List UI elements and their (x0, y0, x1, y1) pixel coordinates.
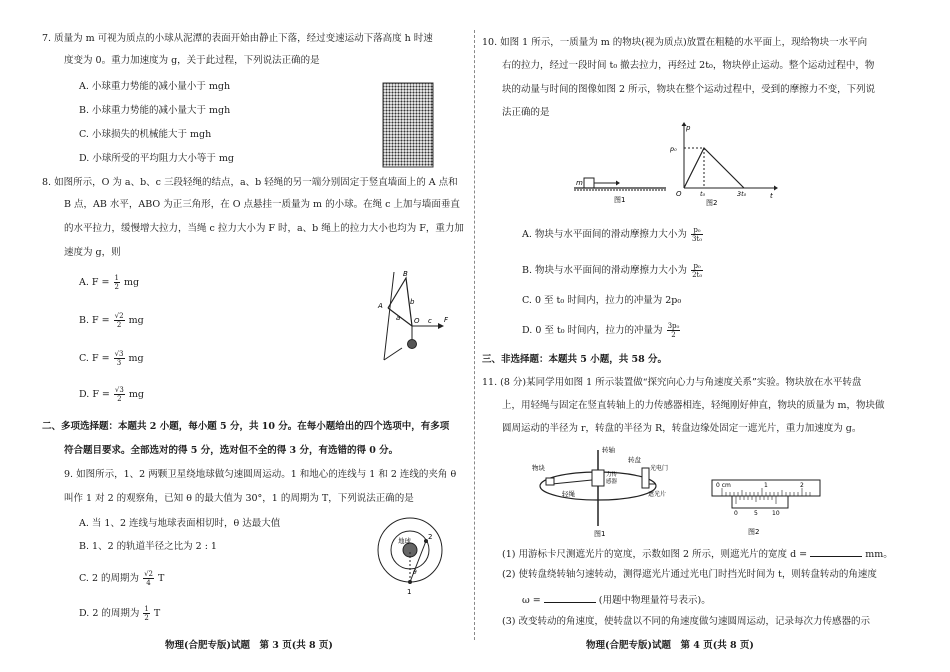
fig2-caption: 图2 (706, 199, 718, 206)
label-3t0: 3t₀ (737, 190, 747, 198)
light-rope (552, 480, 592, 484)
q10-option-c: C. 0 至 t₀ 时间内，拉力的冲量为 2p₀ (522, 295, 682, 306)
q9-option-a: A. 当 1、2 连线与地球表面相切时，θ 达最大值 (79, 518, 281, 529)
pull-arrowhead (616, 181, 620, 186)
label-1: 1 (407, 588, 412, 596)
q8-stem-line2: B 点，AB 水平，ABO 为正三角形，在 O 点悬挂一质量为 m 的小球。在绳 c 上加与墙面垂直 (64, 199, 460, 210)
q7-option-d: D. 小球所受的平均阻力大小等于 mg (79, 153, 234, 164)
page-4 (478, 0, 950, 672)
label-earth: 地球 (398, 537, 411, 545)
page-3 (0, 0, 472, 672)
block (584, 178, 594, 188)
q10-option-a: A. 物块与水平面间的滑动摩擦力大小为 $\frac{\text{p₀}}{\text{3t₀}}$ (522, 226, 703, 243)
q8-rope-figure (372, 268, 452, 370)
q11-part-1: (1) 用游标卡尺测遮光片的宽度，示数如图 2 所示，则遮光片的宽度 d = mm。 (502, 549, 893, 560)
label-rope: 轻绳 (562, 490, 575, 498)
fig2-caption: 图2 (748, 528, 760, 536)
ball (408, 340, 417, 349)
label-B: B (403, 270, 408, 278)
label-shade: 遮光片 (648, 491, 667, 498)
section-2-heading-line2: 符合题目要求。全部选对的得 5 分，选对但不全的得 3 分，有选错的得 0 分。 (64, 445, 399, 456)
q11-part-3: (3) 改变转动的角速度，使转盘以不同的角速度做匀速圆周运动，记录每次力传感器的示 (502, 616, 870, 627)
label-1: 1 (764, 482, 768, 489)
label-theta: θ (413, 569, 417, 576)
q10-stem-line4: 法正确的是 (502, 107, 550, 118)
q10-stem-line1: 10. 如图 1 所示，一质量为 m 的物块(视为质点)放置在粗糙的水平面上，现给物块一水平向 (482, 37, 868, 48)
force-sensor (592, 470, 604, 486)
label-t0: t₀ (700, 190, 706, 198)
q10-option-d: D. 0 至 t₀ 时间内，拉力的冲量为 $\frac{\text{3p₀}}{2}$ (522, 322, 680, 339)
q10-figure-2-graph (670, 122, 780, 206)
q8-option-b: B. F = $\frac{√2}{2}$ mg (79, 312, 144, 329)
q11-figure-1-apparatus (532, 444, 672, 538)
q8-stem-line4: 速度为 g，则 (64, 247, 121, 258)
wall-line (384, 272, 394, 360)
q9-stem-line1: 9. 如图所示，1、2 两颗卫星绕地球做匀速圆周运动。1 和地心的连线与 1 和 2 连线的夹角 θ (64, 469, 457, 480)
q7-stem-line2: 度变为 0。重力加速度为 g，关于此过程，下列说法正确的是 (64, 55, 320, 66)
label-2: 2 (800, 482, 804, 489)
label-a: a (396, 314, 401, 322)
label-axis: 转轴 (602, 446, 615, 454)
satellite-1 (408, 580, 412, 584)
q10-option-b: B. 物块与水平面间的滑动摩擦力大小为 $\frac{\text{p₀}}{\text{2t₀}}$ (522, 262, 703, 279)
label-O: O (414, 317, 420, 325)
label-t: t (770, 192, 773, 200)
label-m: m (576, 179, 583, 187)
label-v10: 10 (772, 510, 780, 517)
label-O: O (676, 190, 682, 198)
label-A: A (378, 302, 383, 310)
label-0cm: 0 cm (716, 482, 731, 489)
label-c: c (428, 317, 432, 325)
answer-blank-omega[interactable] (544, 594, 596, 603)
q10-stem-line2: 右的拉力，经过一段时间 t₀ 撤去拉力，再经过 2t₀，物块停止运动。整个运动过程中，物 (502, 60, 875, 71)
label-b: b (410, 298, 415, 306)
label-block: 物块 (532, 464, 545, 472)
q9-option-b: B. 1、2 的轨道半径之比为 2 : 1 (79, 541, 217, 552)
label-2: 2 (428, 533, 433, 541)
q8-stem-line1: 8. 如图所示，O 为 a、b、c 三段轻绳的结点，a、b 轻绳的另一端分别固定于竖直墙面上的 A 点和 (42, 177, 458, 188)
label-v5: 5 (754, 510, 758, 517)
section-2-heading-line1: 二、多项选择题：本题共 2 小题，每小题 5 分，共 10 分。在每小题给出的四个选项中，有多项 (42, 421, 450, 432)
q8-option-c: C. F = $\frac{√3}{3}$ mg (79, 350, 144, 367)
p-t-line (684, 148, 744, 188)
q7-mud-figure (382, 82, 434, 168)
t-axis-arrow (774, 186, 778, 191)
label-gate: 光电门 (650, 465, 669, 472)
footer-page-4: 物理(合肥专版)试题 第 4 页(共 8 页) (586, 640, 754, 651)
footer-page-3: 物理(合肥专版)试题 第 3 页(共 8 页) (165, 640, 333, 651)
q10-figure-1 (570, 168, 670, 204)
q11-stem-line3: 圆周运动的半径为 r，转盘的半径为 R，转盘边缘处固定一遮光片，重力加速度为 g。 (502, 423, 862, 434)
q9-orbit-figure (376, 516, 448, 598)
section-3-heading: 三、非选择题：本题共 5 小题，共 58 分。 (482, 354, 668, 365)
label-F: F (444, 316, 449, 324)
q10-stem-line3: 块的动量与时间的图像如图 2 所示，物块在整个运动过程中，受到的摩擦力不变，下列说 (502, 84, 876, 95)
q7-option-c: C. 小球损失的机械能大于 mgh (79, 129, 212, 140)
q11-figure-2-vernier (708, 474, 826, 538)
q11-stem-line2: 上，用轻绳与固定在竖直转轴上的力传感器相连，轻绳刚好伸直，物块的质量为 m，物块做 (502, 400, 885, 411)
label-sensor-2: 感器 (606, 479, 618, 485)
q11-part-2-line2: ω = (用题中物理量符号表示)。 (522, 595, 711, 606)
q7-option-a: A. 小球重力势能的减小量小于 mgh (79, 81, 231, 92)
wall-base (384, 348, 402, 360)
answer-blank-d[interactable] (810, 548, 862, 557)
q11-stem-line1: 11. (8 分)某同学用如图 1 所示装置做“探究向心力与角速度关系”实验。物块放在水平转盘 (482, 377, 862, 388)
q7-stem-line1: 7. 质量为 m 可视为质点的小球从泥潭的表面开始由静止下落，经过变速运动下落高度 h 时速 (42, 33, 433, 44)
label-sensor-1: 力传 (606, 472, 618, 478)
q9-option-d: D. 2 的周期为 $\frac{1}{2}$ T (79, 605, 161, 622)
label-p: p (686, 124, 691, 132)
block (546, 478, 554, 485)
fig1-caption: 图1 (614, 196, 626, 204)
q9-option-c: C. 2 的周期为 $\frac{√2}{4}$ T (79, 570, 165, 587)
photogate (642, 468, 649, 488)
page-divider (474, 30, 475, 640)
q8-option-a: A. F = $\frac{1}{2}$ mg (79, 274, 140, 291)
label-p0: p₀ (670, 145, 677, 153)
label-disk: 转盘 (628, 456, 641, 464)
fig1-caption: 图1 (594, 530, 606, 538)
q8-option-d: D. F = $\frac{√3}{2}$ mg (79, 386, 144, 403)
q7-option-b: B. 小球重力势能的减小量大于 mgh (79, 105, 231, 116)
q11-part-2-line1: (2) 使转盘绕转轴匀速转动，测得遮光片通过光电门时挡光时间为 t，则转盘转动的角速度 (502, 569, 877, 580)
q9-stem-line2: 叫作 1 对 2 的观察角，已知 θ 的最大值为 30°，1 的周期为 T，下列说法正确的是 (64, 493, 414, 504)
label-v0: 0 (734, 510, 738, 517)
q8-stem-line3: 的水平拉力，缓慢增大拉力，当绳 c 拉力大小为 F 时，a、b 绳上的拉力大小也均为 F，重力加 (64, 223, 464, 234)
